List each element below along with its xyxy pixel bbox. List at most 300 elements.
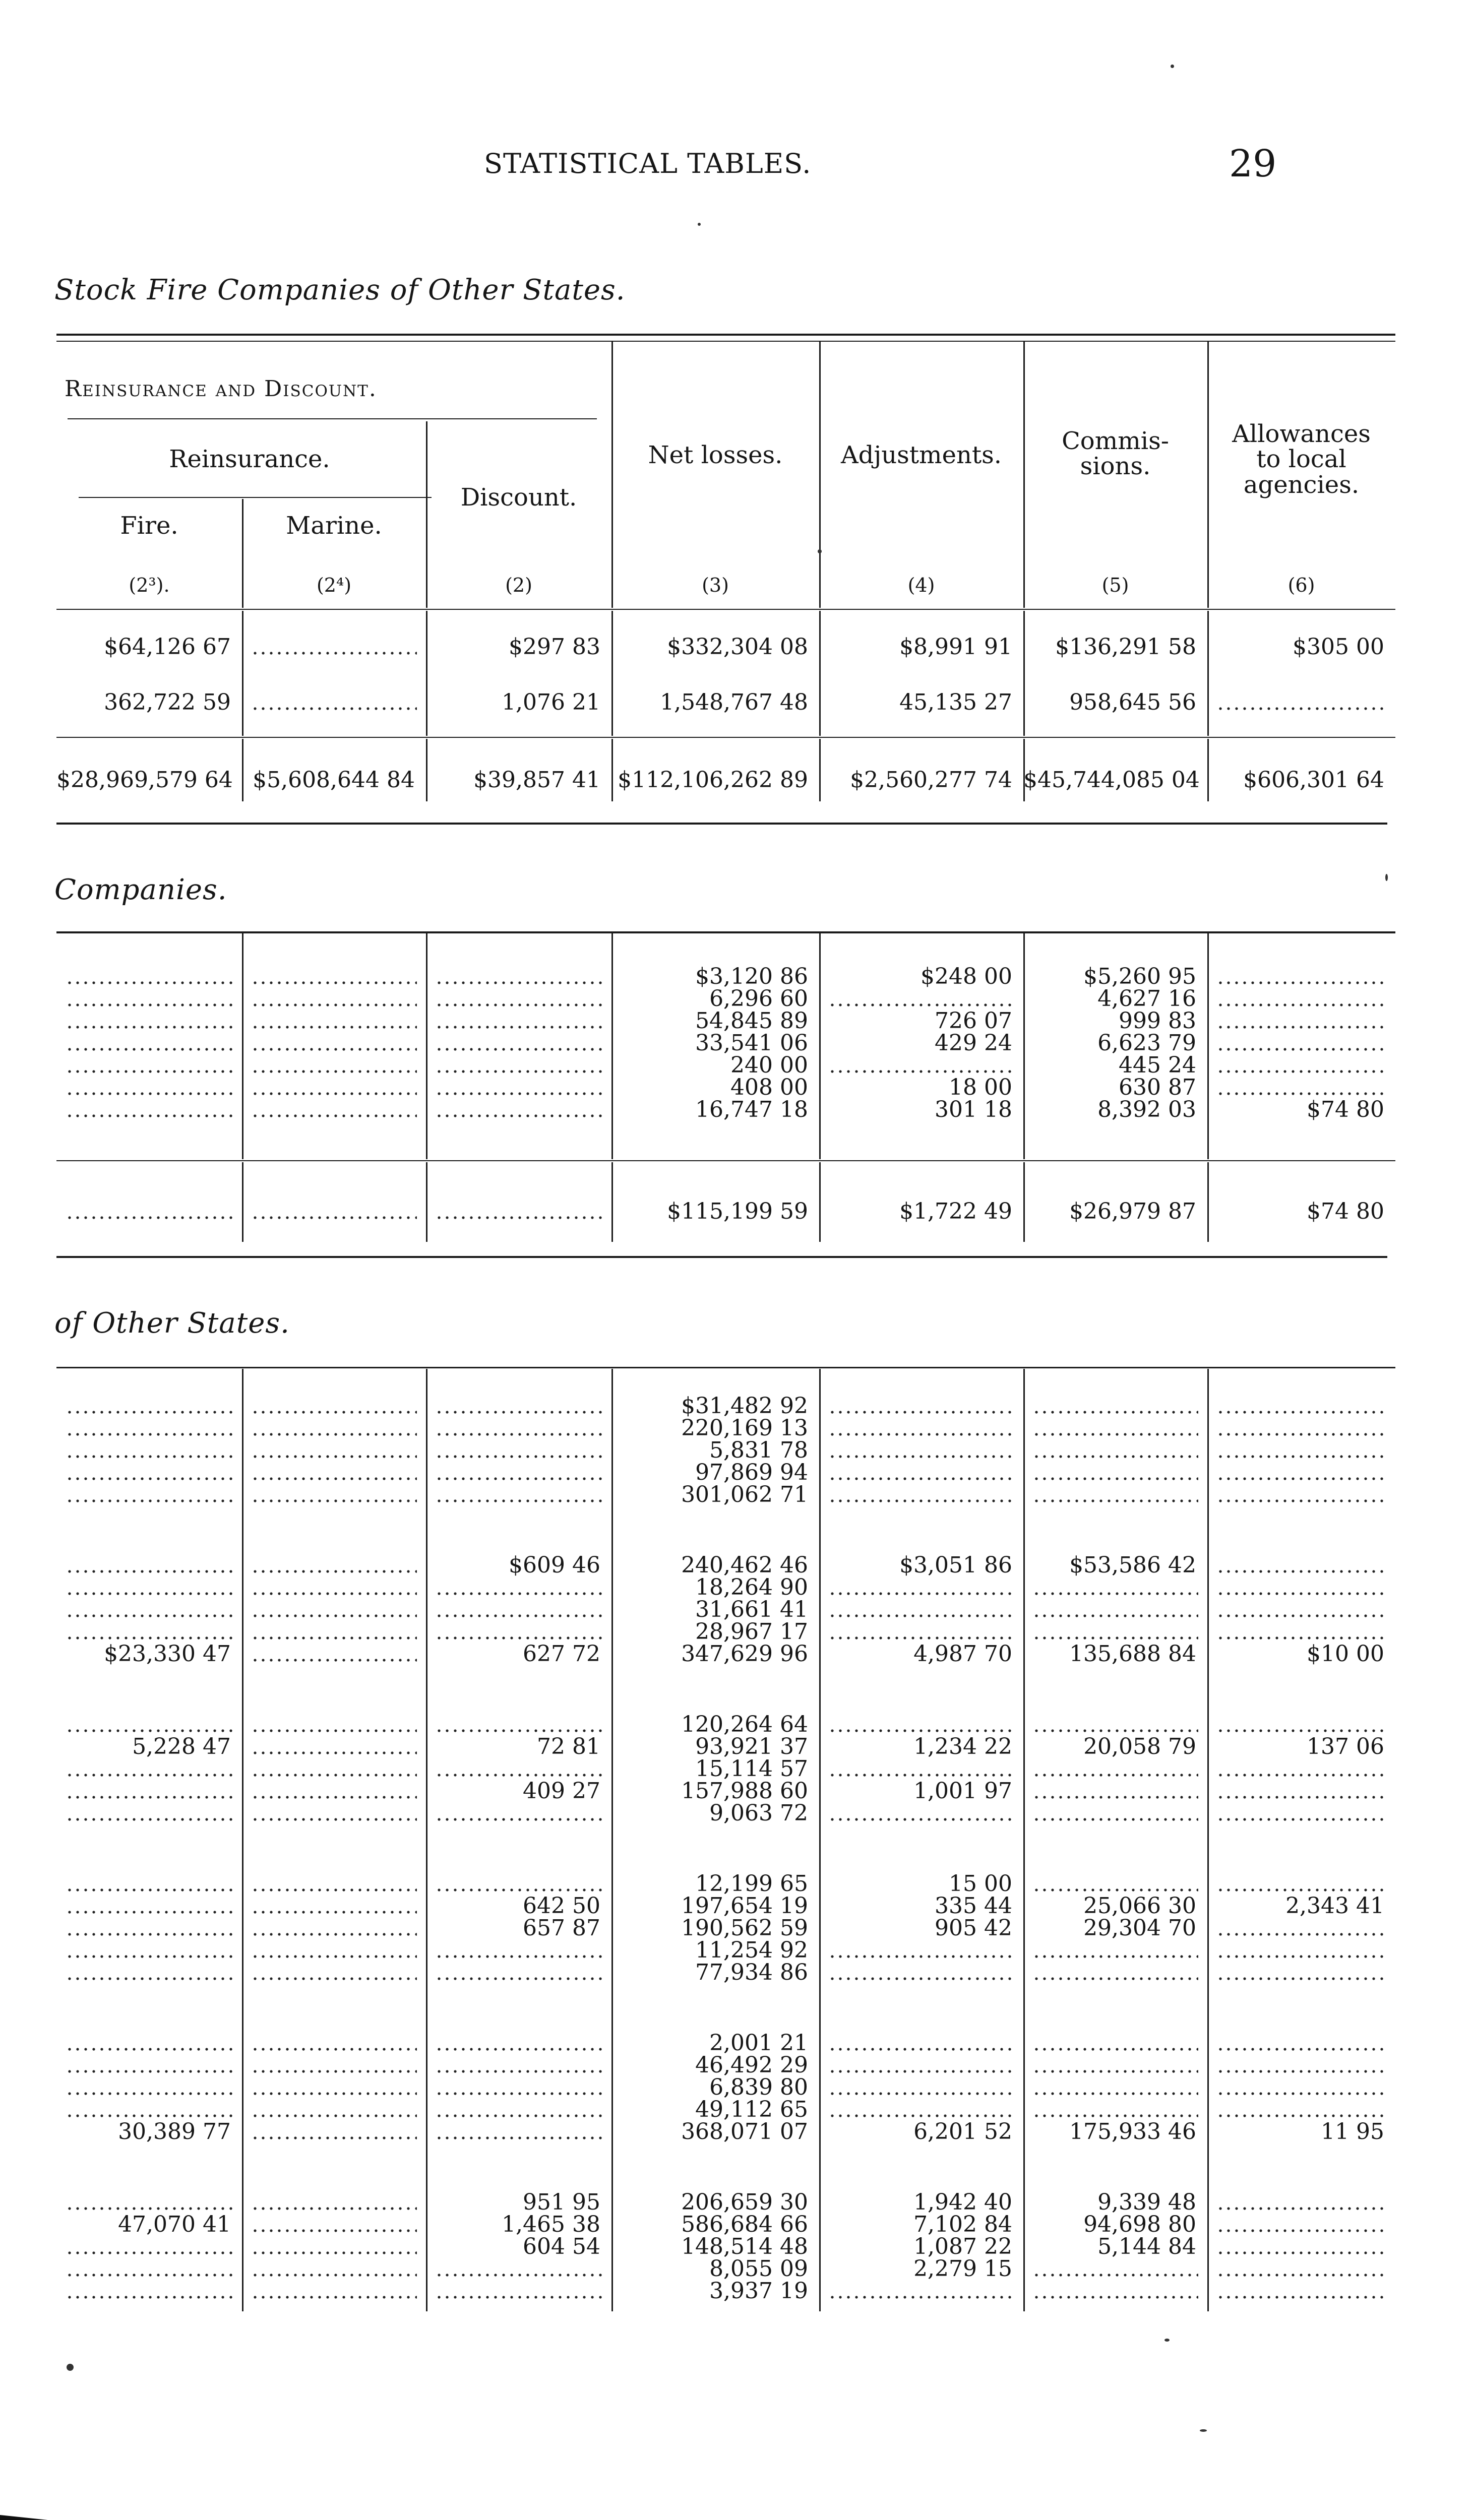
leader-dots (435, 2136, 602, 2140)
section-title-2: Companies. (54, 873, 227, 906)
page-edge-shadow (0, 2515, 80, 2520)
column-separator (1023, 342, 1025, 608)
leader-dots (251, 2114, 417, 2118)
leader-dots (435, 1410, 602, 1414)
leader-dots (66, 1499, 233, 1503)
table-cell: $10 00 (1307, 1641, 1384, 1667)
leader-dots (1216, 1432, 1386, 1436)
leader-dots (1216, 1092, 1386, 1096)
leader-dots (66, 2047, 233, 2051)
table-cell: 347,629 96 (681, 1641, 808, 1667)
table-cell: 630 87 (1119, 1075, 1196, 1100)
leader-dots (251, 1455, 417, 1459)
leader-dots (66, 1025, 233, 1029)
table-cell: $3,120 86 (695, 964, 808, 989)
table-cell: 240,462 46 (681, 1552, 808, 1578)
table-cell: 94,698 80 (1083, 2212, 1196, 2237)
column-separator (1207, 342, 1209, 608)
table-cell: $64,126 67 (104, 634, 231, 660)
table-cell: 3,937 19 (709, 2278, 808, 2304)
leader-dots (435, 1729, 602, 1733)
leader-dots (251, 1817, 417, 1821)
table-cell: 726 07 (935, 1008, 1012, 1034)
leader-dots (1032, 1795, 1198, 1799)
leader-dots (1032, 1499, 1198, 1503)
leader-dots (1032, 1773, 1198, 1777)
table-cell: 6,201 52 (913, 2119, 1012, 2145)
leader-dots (828, 2114, 1014, 2118)
section2-bottom-rule (56, 1256, 1387, 1258)
leader-dots (435, 1636, 602, 1640)
totals-rule (56, 737, 1395, 738)
leader-dots (66, 2273, 233, 2277)
leader-dots (435, 1114, 602, 1118)
column-separator (1023, 1369, 1025, 2311)
leader-dots (828, 1773, 1014, 1777)
leader-dots (1216, 1003, 1386, 1007)
leader-dots (251, 1216, 417, 1220)
leader-dots (251, 651, 417, 655)
leader-dots (251, 2092, 417, 2096)
leader-dots (251, 2047, 417, 2051)
table-cell: 25,066 30 (1083, 1893, 1196, 1919)
column-header: Commis- sions. (1062, 427, 1169, 481)
leader-dots (1032, 2069, 1198, 2073)
table-cell: 97,869 94 (695, 1460, 808, 1485)
table-cell: 11 95 (1321, 2119, 1384, 2145)
leader-dots (251, 2273, 417, 2277)
table-cell: 7,102 84 (913, 2212, 1012, 2237)
leader-dots (435, 1477, 602, 1481)
table-cell: $609 46 (509, 1552, 600, 1578)
column-separator (1207, 611, 1209, 736)
table-cell: 137 06 (1307, 1734, 1384, 1759)
leader-dots (66, 2207, 233, 2211)
leader-dots (66, 1216, 233, 1220)
leader-dots (251, 1977, 417, 1981)
leader-dots (435, 2114, 602, 2118)
section2-top-rule (56, 931, 1395, 933)
leader-dots (1216, 1955, 1386, 1959)
table-cell: 2,001 21 (709, 2030, 808, 2056)
column-header: Adjustments. (840, 441, 1002, 469)
leader-dots (66, 1932, 233, 1936)
leader-dots (66, 1614, 233, 1618)
leader-dots (251, 1003, 417, 1007)
column-number: (6) (1287, 574, 1315, 596)
leader-dots (1216, 1069, 1386, 1074)
table-cell: $31,482 92 (681, 1393, 808, 1419)
table-cell: 2,279 15 (913, 2256, 1012, 2282)
table-cell: 33,541 06 (695, 1030, 808, 1056)
table-cell: 28,967 17 (695, 1619, 808, 1645)
section-title-1: Stock Fire Companies of Other States. (54, 274, 626, 306)
leader-dots (251, 1932, 417, 1936)
leader-dots (435, 2069, 602, 2073)
table-cell: 586,684 66 (681, 2212, 808, 2237)
leader-dots (435, 1069, 602, 1074)
column-separator (1207, 1369, 1209, 2311)
column-separator (819, 342, 821, 608)
table-top-rule (56, 334, 1395, 336)
table-cell: 1,087 22 (913, 2234, 1012, 2259)
leader-dots (1216, 1773, 1386, 1777)
table-cell: $5,260 95 (1083, 964, 1196, 989)
subheading-underline (79, 497, 432, 498)
total-cell: $28,969,579 64 (56, 767, 233, 793)
leader-dots (66, 1910, 233, 1914)
table-cell: $8,991 91 (899, 634, 1012, 660)
leader-dots (1216, 1499, 1386, 1503)
table-cell: $305 00 (1293, 634, 1384, 660)
leader-dots (66, 1003, 233, 1007)
table-cell: 148,514 48 (681, 2234, 808, 2259)
leader-dots (1032, 2273, 1198, 2277)
column-separator (242, 1369, 243, 2311)
leader-dots (251, 2295, 417, 2299)
leader-dots (435, 2047, 602, 2051)
leader-dots (1216, 2047, 1386, 2051)
table-cell: 1,942 40 (913, 2189, 1012, 2215)
leader-dots (251, 1569, 417, 1573)
leader-dots (66, 2295, 233, 2299)
table-cell: 47,070 41 (118, 2212, 231, 2237)
leader-dots (66, 1410, 233, 1414)
leader-dots (1216, 1729, 1386, 1733)
leader-dots (66, 2114, 233, 2118)
leader-dots (251, 1069, 417, 1074)
leader-dots (435, 1047, 602, 1051)
leader-dots (1216, 1455, 1386, 1459)
leader-dots (251, 1773, 417, 1777)
leader-dots (435, 1888, 602, 1892)
leader-dots (1216, 1592, 1386, 1596)
leader-dots (1216, 1614, 1386, 1618)
column-separator (242, 499, 243, 608)
leader-dots (435, 1592, 602, 1596)
leader-dots (828, 1477, 1014, 1481)
leader-dots (828, 1592, 1014, 1596)
leader-dots (828, 1499, 1014, 1503)
leader-dots (435, 2273, 602, 2277)
table-cell: $136,291 58 (1055, 634, 1196, 660)
table-cell: 408 00 (730, 1075, 808, 1100)
table-cell: $248 00 (921, 964, 1012, 989)
table-cell: 5,831 78 (709, 1437, 808, 1463)
table-cell: 627 72 (523, 1641, 600, 1667)
table-cell: 29,304 70 (1083, 1915, 1196, 1941)
column-header: Fire. (120, 512, 178, 540)
column-separator (426, 421, 427, 608)
leader-dots (1032, 1729, 1198, 1733)
leader-dots (828, 1636, 1014, 1640)
table-cell: 11,254 92 (695, 1937, 808, 1963)
table-cell: 206,659 30 (681, 2189, 808, 2215)
leader-dots (251, 2069, 417, 2073)
table-cell: 4,627 16 (1097, 986, 1196, 1012)
reinsurance-subheading: Reinsurance. (169, 445, 330, 473)
table-cell: 362,722 59 (104, 689, 231, 715)
leader-dots (828, 1977, 1014, 1981)
table-cell: 642 50 (523, 1893, 600, 1919)
table-cell: 135,688 84 (1069, 1641, 1196, 1667)
table-cell: 1,001 97 (913, 1778, 1012, 1804)
table-cell: 368,071 07 (681, 2119, 808, 2145)
leader-dots (251, 1432, 417, 1436)
table-cell: 45,135 27 (899, 689, 1012, 715)
leader-dots (66, 1592, 233, 1596)
leader-dots (66, 1477, 233, 1481)
leader-dots (435, 2092, 602, 2096)
table-cell: 93,921 37 (695, 1734, 808, 1759)
column-number: (2³). (129, 574, 170, 596)
table-cell: 77,934 86 (695, 1960, 808, 1985)
table-cell: 240 00 (730, 1052, 808, 1078)
column-number: (2⁴) (316, 574, 352, 596)
leader-dots (251, 1410, 417, 1414)
scan-speck (1164, 2339, 1170, 2342)
leader-dots (66, 1069, 233, 1074)
leader-dots (435, 1216, 602, 1220)
table-cell: $3,051 86 (899, 1552, 1012, 1578)
leader-dots (435, 2295, 602, 2299)
table-cell: 5,228 47 (132, 1734, 231, 1759)
table-cell: 657 87 (523, 1915, 600, 1941)
leader-dots (1216, 1977, 1386, 1981)
leader-dots (1216, 1817, 1386, 1821)
leader-dots (1216, 1047, 1386, 1051)
leader-dots (435, 1003, 602, 1007)
running-title: STATISTICAL TABLES. (484, 148, 812, 179)
table-cell: 999 83 (1119, 1008, 1196, 1034)
leader-dots (435, 1977, 602, 1981)
leader-dots (66, 1955, 233, 1959)
table-cell: 16,747 18 (695, 1097, 808, 1122)
leader-dots (66, 1795, 233, 1799)
leader-dots (435, 1499, 602, 1503)
total-cell: $115,199 59 (667, 1199, 808, 1224)
leader-dots (1216, 1932, 1386, 1936)
leader-dots (1216, 2114, 1386, 2118)
leader-dots (251, 2207, 417, 2211)
group-underline (68, 418, 597, 419)
leader-dots (1216, 981, 1386, 985)
table-cell: $53,586 42 (1069, 1552, 1196, 1578)
column-separator (819, 611, 821, 736)
leader-dots (1032, 1432, 1198, 1436)
table-cell: 1,465 38 (502, 2212, 600, 2237)
leader-dots (66, 1569, 233, 1573)
leader-dots (828, 2047, 1014, 2051)
leader-dots (66, 1092, 233, 1096)
leader-dots (66, 1636, 233, 1640)
leader-dots (251, 1592, 417, 1596)
table-cell: 951 95 (523, 2189, 600, 2215)
leader-dots (435, 1025, 602, 1029)
leader-dots (251, 981, 417, 985)
table-cell: 120,264 64 (681, 1712, 808, 1737)
total-cell: $5,608,644 84 (253, 767, 415, 793)
scan-speck (1385, 874, 1388, 881)
leader-dots (66, 2251, 233, 2255)
table-cell: 12,199 65 (695, 1871, 808, 1897)
table-cell: 49,112 65 (695, 2097, 808, 2122)
table-cell: 335 44 (935, 1893, 1012, 1919)
leader-dots (1216, 1477, 1386, 1481)
table-cell: 6,839 80 (709, 2074, 808, 2100)
leader-dots (1032, 1977, 1198, 1981)
leader-dots (1216, 1025, 1386, 1029)
table-cell: 8,392 03 (1097, 1097, 1196, 1122)
total-cell: $606,301 64 (1243, 767, 1384, 793)
leader-dots (1216, 2207, 1386, 2211)
leader-dots (66, 1773, 233, 1777)
leader-dots (251, 1658, 417, 1662)
column-header: Marine. (286, 512, 382, 540)
section-title-3: of Other States. (54, 1307, 290, 1340)
leader-dots (1032, 1410, 1198, 1414)
leader-dots (828, 1432, 1014, 1436)
leader-dots (1216, 2295, 1386, 2299)
table-cell: 2,343 41 (1285, 1893, 1384, 1919)
scan-speck (1171, 65, 1174, 68)
leader-dots (1032, 1477, 1198, 1481)
leader-dots (828, 1614, 1014, 1618)
group-heading: Reinsurance and Discount. (65, 376, 377, 402)
header-bottom-rule (56, 609, 1395, 610)
leader-dots (251, 1795, 417, 1799)
leader-dots (251, 2251, 417, 2255)
scan-speck (818, 549, 822, 553)
total-cell: $74 80 (1307, 1199, 1384, 1224)
leader-dots (1216, 2251, 1386, 2255)
leader-dots (66, 1977, 233, 1981)
leader-dots (1216, 1795, 1386, 1799)
leader-dots (251, 1047, 417, 1051)
scan-speck (1200, 2429, 1207, 2432)
table-top-rule-thin (56, 341, 1395, 342)
leader-dots (435, 981, 602, 985)
column-header: Discount. (460, 483, 577, 512)
leader-dots (828, 1817, 1014, 1821)
table-cell: 72 81 (537, 1734, 600, 1759)
leader-dots (828, 1003, 1014, 1007)
leader-dots (435, 1614, 602, 1618)
total-cell: $39,857 41 (473, 767, 600, 793)
leader-dots (1032, 1888, 1198, 1892)
table-cell: 190,562 59 (681, 1915, 808, 1941)
table-cell: 301 18 (935, 1097, 1012, 1122)
total-cell: $45,744,085 04 (1023, 767, 1200, 793)
leader-dots (251, 1751, 417, 1755)
leader-dots (435, 1092, 602, 1096)
column-separator (611, 611, 613, 736)
table-cell: 8,055 09 (709, 2256, 808, 2282)
leader-dots (1032, 1455, 1198, 1459)
table-cell: 6,623 79 (1097, 1030, 1196, 1056)
leader-dots (1216, 1569, 1386, 1573)
leader-dots (435, 1432, 602, 1436)
column-separator (611, 1369, 613, 2311)
table-cell: 20,058 79 (1083, 1734, 1196, 1759)
column-separator (1207, 933, 1209, 1159)
leader-dots (828, 2069, 1014, 2073)
leader-dots (66, 1888, 233, 1892)
scan-speck (67, 2364, 74, 2371)
leader-dots (435, 1773, 602, 1777)
leader-dots (1216, 2069, 1386, 2073)
table-cell: 429 24 (935, 1030, 1012, 1056)
leader-dots (251, 2229, 417, 2233)
leader-dots (1216, 1636, 1386, 1640)
leader-dots (66, 1729, 233, 1733)
total-cell: $1,722 49 (899, 1199, 1012, 1224)
table-cell: 30,389 77 (118, 2119, 231, 2145)
total-cell: $26,979 87 (1069, 1199, 1196, 1224)
leader-dots (828, 1069, 1014, 1074)
column-header: Allowances to local agencies. (1232, 420, 1371, 499)
column-separator (819, 1369, 821, 2311)
table-cell: 905 42 (935, 1915, 1012, 1941)
table-cell: 9,339 48 (1097, 2189, 1196, 2215)
leader-dots (828, 1729, 1014, 1733)
leader-dots (1216, 707, 1386, 711)
column-number: (2) (505, 574, 532, 596)
table-cell: 1,234 22 (913, 1734, 1012, 1759)
leader-dots (1032, 1955, 1198, 1959)
leader-dots (66, 981, 233, 985)
totals-rule (56, 1160, 1395, 1161)
column-separator (426, 1162, 427, 1242)
table-cell: 4,987 70 (913, 1641, 1012, 1667)
leader-dots (828, 1455, 1014, 1459)
column-separator (242, 611, 243, 736)
leader-dots (251, 1114, 417, 1118)
column-number: (4) (907, 574, 935, 596)
scan-speck (698, 223, 701, 226)
leader-dots (251, 1955, 417, 1959)
leader-dots (1032, 2114, 1198, 2118)
table-cell: 409 27 (523, 1778, 600, 1804)
leader-dots (828, 2295, 1014, 2299)
table-cell: 15 00 (949, 1871, 1012, 1897)
table-cell: 445 24 (1119, 1052, 1196, 1078)
column-separator (242, 1162, 243, 1242)
column-separator (611, 342, 613, 608)
table-cell: $23,330 47 (104, 1641, 231, 1667)
leader-dots (1216, 2092, 1386, 2096)
table-cell: 157,988 60 (681, 1778, 808, 1804)
column-separator (1023, 611, 1025, 736)
table-cell: $297 83 (509, 634, 600, 660)
leader-dots (66, 1114, 233, 1118)
table-cell: 54,845 89 (695, 1008, 808, 1034)
leader-dots (1032, 2295, 1198, 2299)
leader-dots (1032, 1817, 1198, 1821)
leader-dots (251, 1636, 417, 1640)
leader-dots (251, 1888, 417, 1892)
section1-bottom-rule (56, 823, 1387, 825)
leader-dots (251, 1025, 417, 1029)
leader-dots (828, 1410, 1014, 1414)
page-number: 29 (1229, 142, 1277, 185)
leader-dots (828, 2092, 1014, 2096)
table-cell: 1,548,767 48 (660, 689, 808, 715)
leader-dots (66, 1455, 233, 1459)
leader-dots (1032, 2092, 1198, 2096)
table-cell: 46,492 29 (695, 2052, 808, 2078)
table-cell: 604 54 (523, 2234, 600, 2259)
